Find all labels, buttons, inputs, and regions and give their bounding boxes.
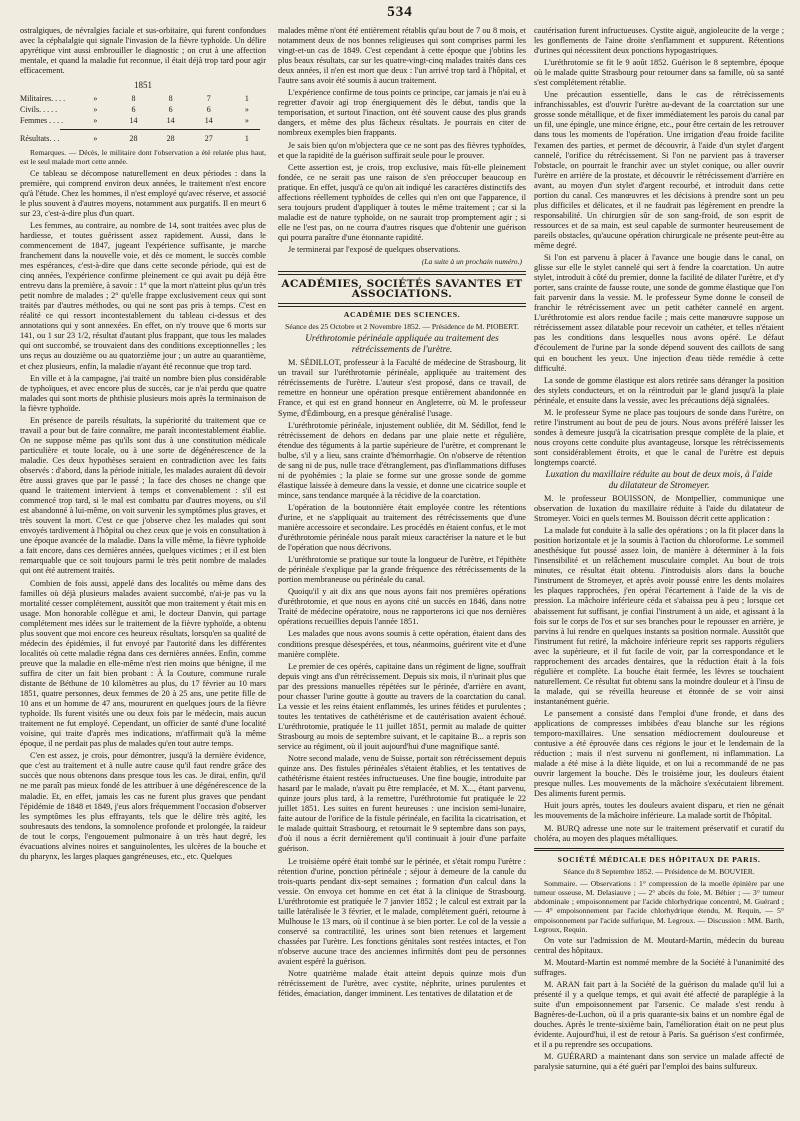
- society-title: SOCIÉTÉ MÉDICALE DES HÔPITAUX DE PARIS.: [557, 854, 761, 864]
- paragraph: Notre second malade, venu de Suisse, portait son rétrécissement depuis quinze ans. Des fistules périnéales s'étaient établies, et les tentatives de cathétérisme étaient restées infructueuses. Une fine bougie, introduite par hasard par le malade, n'avait pu être remplacée, et M. X..., étant parvenu, quinze jours plus tard, à la remettre, l'uréthrotomie fut pratiquée le 22 juillet 1851. Les suites en furent heureuses : une incision semi-lunaire, faite autour de l'orifice de la fistule périnéale, en facilita la cicatrisation, et le malade quittait Strasbourg, et retournait le 9 septembre dans son pays, d'où il nous a écrit dernièrement qu'il continuait à jouir d'une parfaite guérison.: [278, 754, 526, 854]
- cell: 14: [129, 116, 138, 126]
- paragraph: Je terminerai par l'exposé de quelques observations.: [288, 244, 461, 254]
- paragraph: Notre quatrième malade était atteint depuis quinze mois d'un rétrécissement de l'urètre, avec cystite, néphrite, urines purulentes et fétides, émaciation, danger imminent. Les tentatives de dilatation et de: [278, 969, 526, 999]
- row-label: Résultats. . .: [20, 134, 60, 144]
- column-left: [20, 26, 266, 1116]
- summary: Sommaire. — Observations : 1° compression de la moelle épinière par une tumeur osseuse, M. Delasiauve ; — 2° abcès du foie, M. Béhier ; — 3° tumeur abdominale ; empoisonnement par l'acide chlorhydrique concentré, M. Guérard ; — 4° empoisonnement par l'acide chlorhydrique étendu, M. Requin, — 5° empoisonnement par l'acide sulfurique, M. Legroux. — Discussion : MM. Barth, Legroux, Requin.: [534, 878, 784, 934]
- cell: »: [93, 134, 98, 144]
- cell: 6: [131, 105, 136, 115]
- stats-row: [20, 93, 266, 104]
- cell: 1: [244, 94, 249, 104]
- remark: Remarques. — Décès, le militaire dont l'observation a été relatée plus haut, est le seul malade mort cette année.: [20, 148, 266, 167]
- academy-title: ACADÉMIE DES SCIENCES.: [343, 310, 461, 320]
- paragraph: L'uréthrotomie se pratique sur toute la longueur de l'urètre, et l'épithète de périnéale s'explique par la grande fréquence des rétrécissements de la portion membraneuse ou périnéale du canal.: [278, 555, 526, 585]
- paragraph: Quoiqu'il y ait dix ans que nous ayons fait nos premières opérations d'uréthrotomie, et que nous en ayons cité un succès en 1846, dans notre Traité de médecine opératoire, nous ne rapporterons ici que nos dernières opérations recueillies depuis l'année 1851.: [278, 587, 526, 627]
- paragraph: Ce tableau se décompose naturellement en deux périodes : dans la première, qui comprend environ deux années, le traitement n'est encore qu'à l'étude. Chez les hommes, il n'est employé qu'avec réserve, et associé le plus souvent à d'autres moyens, notamment aux purgatifs. Il en meurt 6 sur 23, c'est-à-dire plus d'un quart.: [20, 168, 266, 218]
- paragraph: malades même n'ont été entièrement rétablis qu'au bout de 7 ou 8 mois, et notamment deux de nos bonnes religieuses qui sont comprises parmi les vingt-et-un cas de 1849. C'est cependant à cette époque que j'obtins les plus beaux résultats, car sur les quatre-vingt-cinq malades traités dans ces deux années, il n'en est mort que deux : l'un arrivé trop tard à l'hôpital, et l'autre sans avoir été soumis à aucun traitement.: [278, 26, 526, 86]
- paragraph: Huit jours après, toutes les douleurs avaient disparu, et rien ne génait les mouvements de la mâchoire inférieure. La malade sortit de l'hôpital.: [534, 801, 784, 821]
- cell: »: [93, 116, 98, 126]
- cell: »: [244, 116, 249, 126]
- paragraph: M. SÉDILLOT, professeur à la Faculté de médecine de Strasbourg, lit un travail sur l'uréthrotomie périnéale, appliquée au traitement des rétrécissements de l'urètre. L'auteur s'est proposé, dans ce travail, de remettre en honneur une opération presque entièrement abandonnée en France, et qui est en grand honneur en Angleterre, où M. le professeur Syme, d'Édimbourg, en a presque généralisé l'usage.: [278, 358, 526, 418]
- section-rule: [278, 271, 526, 275]
- cell: 8: [131, 94, 136, 104]
- section-rule: [278, 303, 526, 307]
- stats-total-row: [20, 133, 266, 144]
- cell: 1: [244, 134, 249, 144]
- cell: 27: [204, 134, 213, 144]
- paragraph: Je sais bien qu'on m'objectera que ce ne sont pas des fièvres typhoïdes, et que la rapidité de la guérison suffirait seule pour le prouver.: [278, 140, 526, 160]
- paragraph: En présence de pareils résultats, la supériorité du traitement que ce travail a pour but de faire connaître, me paraît incontestablement établie. On ne suppose même pas qu'ils sont dus à une constitution médicale particulière et toute locale, ou à une sorte de dégénérescence de la maladie. Ces deux hypothèses seraient en contradiction avec les faits observés : d'abord, dans la période initiale, les malades auraient dû devoir être aussi graves que par le passé ; la face des choses ne change que quand le traitement intervient à temps et convenablement : s'il est commencé trop tard, si le mal est combattu par d'autres moyens, ou s'il est abandonné à lui-même, on voit survenir les symptômes plus graves, et très souvent la mort. C'est ce que j'observe chez les malades qui sont envoyés tardivement à l'hôpital ou chez ceux que je vois en consultation à une époque avancée de la maladie. Dans la ville même, la fièvre typhoïde a fait encore, dans ces dernières années, quelques victimes ; et il est bien remarquable que ce soit toujours parmi le très petit nombre de malades qui ont été autrement traités.: [20, 415, 266, 576]
- cell: 28: [129, 134, 138, 144]
- paragraph: M. BURQ adresse une note sur le traitement préservatif et curatif du choléra, au moyen des plaques métalliques.: [534, 823, 784, 843]
- stats-year: 1851: [134, 80, 152, 91]
- statistics-table: [20, 80, 266, 144]
- session-line: Séance des 25 Octobre et 2 Novembre 1852. — Présidence de M. PIOBERT.: [285, 322, 519, 332]
- cell: 7: [206, 94, 211, 104]
- cell: »: [93, 105, 98, 115]
- paragraph: M. Moutard-Martin est nommé membre de la Société à l'unanimité des suffrages.: [534, 958, 784, 978]
- paragraph: L'opération de la boutonnière était employée contre les rétentions d'urine, et ne s'appliquait au traitement des rétrécissements que d'une manière accessoire et secondaire. Les procédés en étaient confus, et le mot d'uréthrotomie périnéale nous paraît mieux caractériser la nature et le but de l'opération que nous décrivons.: [278, 502, 526, 553]
- cell: 8: [168, 94, 173, 104]
- paragraph: Le premier de ces opérés, capitaine dans un régiment de ligne, souffrait depuis vingt ans d'un rétrécissement. Depuis six mois, il n'urinait plus que par des pressions manuelles répétées sur le périnée, d'arrière en avant, pour chasser l'urine goutte à goutte au travers de la coarctation du canal. La vessie et les reins étaient enflammés, les urines fétides et purulentes ; toutes les tentatives de cathétérisme et de cautérisation avaient échoué. L'uréthrotomie, pratiquée le 11 juillet 1851, permit au malade de quitter Strasbourg au mois de septembre suivant, et le capitaine B... a repris son service au régiment, où il jouit aujourd'hui d'une magnifique santé.: [278, 661, 526, 751]
- continuation-note: (La suite à un prochain numéro.): [421, 257, 522, 267]
- column-right: [534, 26, 784, 1116]
- cell: »: [244, 105, 249, 115]
- row-label: Femmes . . . .: [20, 116, 64, 126]
- paragraph: Si l'on est parvenu à placer à l'avance une bougie dans le canal, on glisse sur elle le stylet cannelé qui sert à fendre la coarctation. Un autre stylet, introduit à côté du premier, donne la facilité de dilater l'urètre, et d'y porter, sans crainte de fausse route, une sonde de gomme élastique que l'on fait parvenir dans la vessie. M. le professeur Syme donne le conseil de franchir le rétrécissement avec un petit cathéter cannelé en argent. L'uréthrotomie est alors rendue facile ; mais cette manœuvre suppose un rétrécissement assez dilatable pour recevoir un cathéter, et telles n'étaient pas les conditions dans lesquelles nous avons opéré. Le défaut d'écoulement de l'urine par la sonde dépend souvent des caillots de sang qui en bouchent les yeux. Une injection d'eau tiède remédie à cette difficulté.: [534, 253, 784, 373]
- cell: 6: [206, 105, 211, 115]
- paragraph: cautérisation furent infructueuses. Cystite aiguë, angioleucite de la verge ; les gonflements de l'aine droite s'enflamment et suppurent. Rétentions d'urines qui nécessitent deux ponctions hypogastriques.: [534, 26, 784, 56]
- paragraph: L'uréthrotomie périnéale, injustement oubliée, dit M. Sédillot, fend le rétrécissement de dehors en dedans par une plaie nette et régulière, étendue des téguments à la partie supérieure de l'urètre, et comprenant le bulbe, s'il y a lieu, sans crainte d'hémorrhagie. On n'observe de rétention de sang ni de pus, nulle trace d'étranglement, pas d'inflammations diffuses ni de pyohémies ; la plaie se forme sur une grosse sonde de gomme élastique laissée à demeure dans la vessie, et donne une cicatrice souple et mince, sans tendance marquée à la récidive de la coarctation.: [278, 420, 526, 500]
- session-line: Séance du 8 Septembre 1852. — Présidence de M. BOUVIER.: [563, 866, 755, 876]
- paragraph: M. GUÉRARD a maintenant dans son service un malade affecté de paralysie saturnine, qui a été guéri par l'emploi des bains sulfureux.: [534, 1052, 784, 1072]
- cell: »: [93, 94, 98, 104]
- paragraph: Le pansement a consisté dans l'emploi d'une fronde, et dans des applications de compresses imbibées d'eau blanche sur les régions temporo-maxillaires. Une sensation médiocrement douloureuse et contusive a été éprouvée dans ces régions le jour et le lendemain de la réduction ; mais il n'est survenu ni gonflement, ni inflammation. La malade a été mise à la diète liquide, et on lui a recommandé de ne pas ouvrir largement la bouche. Dès le troisième jour, les douleurs étaient presque nulles. Les mouvements de la mâchoire s'exécutaient librement. Des aliments furent permis.: [534, 709, 784, 799]
- cell: 14: [166, 116, 175, 126]
- paragraph: M. ARAN fait part à la Société de la guérison du malade qu'il lui a présenté il y a quelque temps, et qui avait été affecté de paraplégie à la suite d'un empoisonnement par l'arsenic. Ce malade s'est rendu à Bagnères-de-Luchon, où il a pris quarante-six bains et un nombre égal de douches. Après le trente-sixième bain, l'amélioration était on ne peut plus évidente. Aujourd'hui, il est de retour à Paris. Sa guérison s'est confirmée, et il a pu reprendre ses occupations.: [534, 980, 784, 1050]
- article-title: Luxation du maxillaire réduite au bout de deux mois, à l'aide du dilatateur de Stromeyer.: [545, 470, 773, 491]
- article-title: Uréthrotomie périnéale appliquée au traitement des rétrécissements de l'urètre.: [305, 334, 499, 355]
- paragraph: L'expérience confirme de tous points ce principe, car jamais je n'ai eu à regretter d'avoir agi trop énergiquement dès le début, tandis que la temporisation, et surtout l'inaction, ont été souvent cause des plus grands dangers, et même des plus fâcheux résultats. Je pourrais en citer de nombreux exemples bien frappants.: [278, 88, 526, 138]
- paragraph: Combien de fois aussi, appelé dans des localités ou même dans des familles où déjà plusieurs malades avaient succombé, n'ai-je pas vu la mortalité cesser complétement, aussitôt que mon traitement y était mis en usage. Mon honorable collègue et ami, le docteur Danvin, qui partage complétement mes idées sur le traitement de la fièvre typhoïde, a obtenu plus souvent que moi encore ces heureux résultats, lorsqu'en sa qualité de médecin des épidémies, il fut envoyé par l'autorité dans les différentes localités où cette maladie régna dans ces dernières années. Enfin, comme preuve que la maladie en elle-même n'est rien moins que bénigne, il me suffira de citer un fait bien probant : À la Couture, commune rurale distante de Béthune de 10 kilomètres au plus, du 17 février au 10 mars 1851, quatre personnes, deux femmes de 20 à 25 ans, une petite fille de 10 ans et un homme de 47 ans, moururent en quelques jours de la fièvre typhoïde. Ils furent visités une ou deux fois par le médecin, mais aucun traitement ne fut employé. Cependant, un officier de santé d'une localité voisine, qui traite d'après mes indications, m'affirmait qu'à la même époque, il ne perdait pas plus de malades qu'en tout autre temps.: [20, 578, 266, 749]
- paragraph: En ville et à la campagne, j'ai traité un nombre bien plus considérable de typhoïques, et avec encore plus de succès, car je n'ai perdu que quatre malades qui sont morts de phthisie plusieurs mois après la terminaison de la fièvre typhoïde.: [20, 373, 266, 413]
- section-title: ACADÉMIES, SOCIÉTÉS SAVANTES ET ASSOCIATIONS.: [281, 278, 523, 301]
- table-rule: [60, 129, 260, 130]
- paragraph: ostralgiques, de névralgies faciale et sus-orbitaire, qui furent confondues avec la céphalalgie qui signale l'invasion de la fièvre typhoïde. Un délire apyrétique vint aussi embrouiller le diagnostic ; on crut à une affection mentale, et quand la maladie fut reconnue, il était déjà trop tard pour agir efficacement.: [20, 26, 266, 76]
- paragraph: M. le professeur BOUISSON, de Montpellier, communique une observation de luxation du maxillaire réduite à l'aide du dilatateur de Stromeyer. Voici en quels termes M. Bouisson décrit cette application :: [534, 494, 784, 524]
- stats-row: [20, 115, 266, 126]
- paragraph: L'uréthrotomie se fit le 9 août 1852. Guérison le 8 septembre, époque où le malade quitte Strasbourg pour retourner dans sa famille, où sa santé s'est complétement rétablie.: [534, 58, 784, 88]
- cell: 14: [204, 116, 213, 126]
- paragraph: Les malades que nous avons soumis à cette opération, étaient dans des conditions presque désespérées, et tous, néanmoins, guérirent vite et d'une manière complète.: [278, 629, 526, 659]
- paragraph: Les femmes, au contraire, au nombre de 14, sont traitées avec plus de hardiesse, et toutes guérissent assez rapidement. Aussi, dans le commencement de 1847, jugeant l'expérience suffisante, je marche franchement dans la nouvelle voie, et dès ce moment, le succès comble mes espérances, c'est-à-dire que dans cette seconde période, qui est de cinq années, l'expérience confirme pleinement ce qui avait pu déjà être entrevu dans la première, à savoir : 1° que la mort n'atteint plus qu'un très petit nombre de malades ; 2° qu'elle frappe exclusivement ceux qui sont traités par d'autres méthodes, ou qui ne sont pas pris à temps. C'est en réalité ce qui ressort incontestablement du tableau ci-dessus et des annotations qui y sont annexées. En effet, on n'y trouve que 6 morts sur 141, ou 1 sur 23 1/2, résultat d'autant plus frappant, que tous les malades qui ont succombé, se trouvaient dans des conditions exceptionnelles ; les uns reçus au douzième ou au quatorzième jour ; un autre au quarantième, et chez plusieurs, enfin, la maladie n'ayant été reconnue que trop tard.: [20, 220, 266, 371]
- row-label: Militaires. . . .: [20, 94, 66, 104]
- paragraph: La sonde de gomme élastique est alors retirée sans déranger la position des stylets conducteurs, et on la réintroduit par le gland jusqu'à la plaie périnéale, et ensuite dans la vessie, avec les précautions déjà signalées.: [534, 375, 784, 405]
- stats-row: [20, 104, 266, 115]
- paragraph: C'en est assez, je crois, pour démontrer, jusqu'à la dernière évidence, que c'est au traitement et à nulle autre cause qu'il faut rendre grâce des succès que nous obtenons dans presque tous les cas. Je dirai, enfin, qu'il ne me paraît pas mieux fondé de les attribuer à une dégénérescence de la maladie. Et, en effet, jamais les cas ne furent plus graves que pendant l'épidémie de 1848 et 1849, j'eus alors fréquemment l'occasion d'observer les symptômes les plus effrayants, tels que le délire très agité, les soubresauts des tendons, la somnolence profonde et prolongée, la raideur de tout le corps, l'engouement pulmonaire à un très haut degré, les évacuations alvines noires et sanguinolentes, les ulcères de la bouche et du pharynx, les larges plaques gangréneuses, etc., etc. Quelques: [20, 751, 266, 861]
- row-label: Civils. . . . .: [20, 105, 58, 115]
- paragraph: Le troisième opéré était tombé sur le périnée, et s'était rompu l'urètre : rétention d'urine, ponction périnéale ; séjour à demeure de la canule du trois-quarts pendant dix-sept semaines ; formation d'un calcul dans la vessie. On envoya cet homme en cet état à la clinique de Strasbourg. L'uréthrotomie est pratiquée le 7 janvier 1852 ; le calcul est extrait par la taille latéralisée le 3 février, et le malade, complétement guéri, retourne à Mulhouse le 13 mars, où il continue à se bien porter. Le col de la vessie a conservé sa contractilité, les urines sont bien retenues et largement chassées par l'urètre. Les fonctions génitales sont restées intactes, et l'on n'observe aucune trace des anciennes infirmités dont peu de personnes avaient espéré la guérison.: [278, 856, 526, 966]
- paragraph: M. le professeur Syme ne place pas toujours de sonde dans l'urètre, on retire l'instrument au bout de peu de jours. Nous avons préféré laisser les sondes à demeure jusqu'à la cicatrisation presque complète de la plaie, et nous croyons cette conduite plus avantageuse, lorsque les rétrécissements sont considérablement étroits, et que le canal de l'urètre est depuis longtemps coarcté.: [534, 407, 784, 467]
- paragraph: Cette assertion est, je crois, trop exclusive, mais fût-elle pleinement fondée, ce ne serait pas une raison de s'en préoccuper beaucoup en pratique. En effet, jusqu'à ce qu'on ait indiqué les caractères distinctifs des affections réellement typhoïdes de celles qui n'en ont que l'apparence, il sera toujours prudent d'appliquer à toutes le même traitement ; car si la maladie est de nature typhoïde, on ne saurait trop promptement agir ; si elle ne l'est pas, on ne courra d'autres risques que d'obtenir une guérison qui pourra paraître d'une étonnante rapidité.: [278, 162, 526, 242]
- cell: 6: [168, 105, 173, 115]
- paragraph: Une précaution essentielle, dans le cas de rétrécissements infranchissables, est d'ouvrir l'urètre au-devant de la coarctation sur une grosse sonde métallique, et de fixer immédiatement les parois du canal par un fil, une épingle, une mince érigne, etc., pour être certain de les retrouver dans tous les moments de l'opération. Une irrigation d'eau froide facilite l'examen des parties, et permet de découvrir, à l'aide d'un stylet d'argent cannelé, l'orifice du rétrécissement. Si l'on ne parvient pas à traverser l'obstacle, on pourrait le franchir avec un stylet conique, ou aller ouvrir l'urètre en arrière de la prostate, et découvrir le rétrécissement d'arrière en avant, au moyen d'un stylet d'argent recourbé, et introduit dans cette portion du canal. Ces manœuvres et les décisions à prendre sont un peu plus difficiles et délicates, et il ne faudrait pas légèrement en prendre la responsabilité. Un chirurgien sûr de son sang-froid, de son esprit de ressources et de sa main, est seul capable de surmonter heureusement de pareils obstacles, qu'aucune opération chirurgicale ne présente peut-être au même degré.: [534, 90, 784, 250]
- paragraph: La malade fut conduite à la salle des opérations ; on la fit placer dans la position horizontale et je la soumis à l'action du chloroforme. Le sommeil anesthésique fut poussé assez loin, de manière à déterminer à la fois l'insensibilité et un relâchement musculaire complet. Au bout de trois minutes, ce résultat était obtenu. J'introduisis alors dans la bouche l'instrument de Stromeyer, et après avoir poussé entre les dents molaires les plaques rapprochées, j'en opérai l'écartement à l'aide de la vis de pression. La mâchoire inférieure céda et s'abaissa peu à peu ; lorsque cet abaissement fut suffisant, je confiai l'instrument à un aide, et agissant à la fois sur le corps de l'os et sur ses branches pour le repousser en arrière, je parvins à lui rendre en quelques instants sa position normale. Aussitôt que l'instrument fut retiré, la mâchoire inférieure reprit ses rapports réguliers avec la supérieure, et il fut facile de voir, par la correspondance et le rapprochement des arcades dentaires, que la réduction était à la fois régulière et complète. La bouche était fermée, les lèvres se touchaient naturellement. Ce résultat fut obtenu sans la moindre douleur et à l'insu de la malade, qui se réveilla heureuse et étonnée de se voir ainsi instantanément guérie.: [534, 526, 784, 706]
- double-rule: [534, 848, 784, 851]
- paragraph: On vote sur l'admission de M. Moutard-Martin, médecin du bureau central des hôpitaux.: [534, 935, 784, 955]
- column-middle: [278, 26, 526, 1116]
- page-number: 534: [387, 4, 413, 20]
- cell: 28: [166, 134, 175, 144]
